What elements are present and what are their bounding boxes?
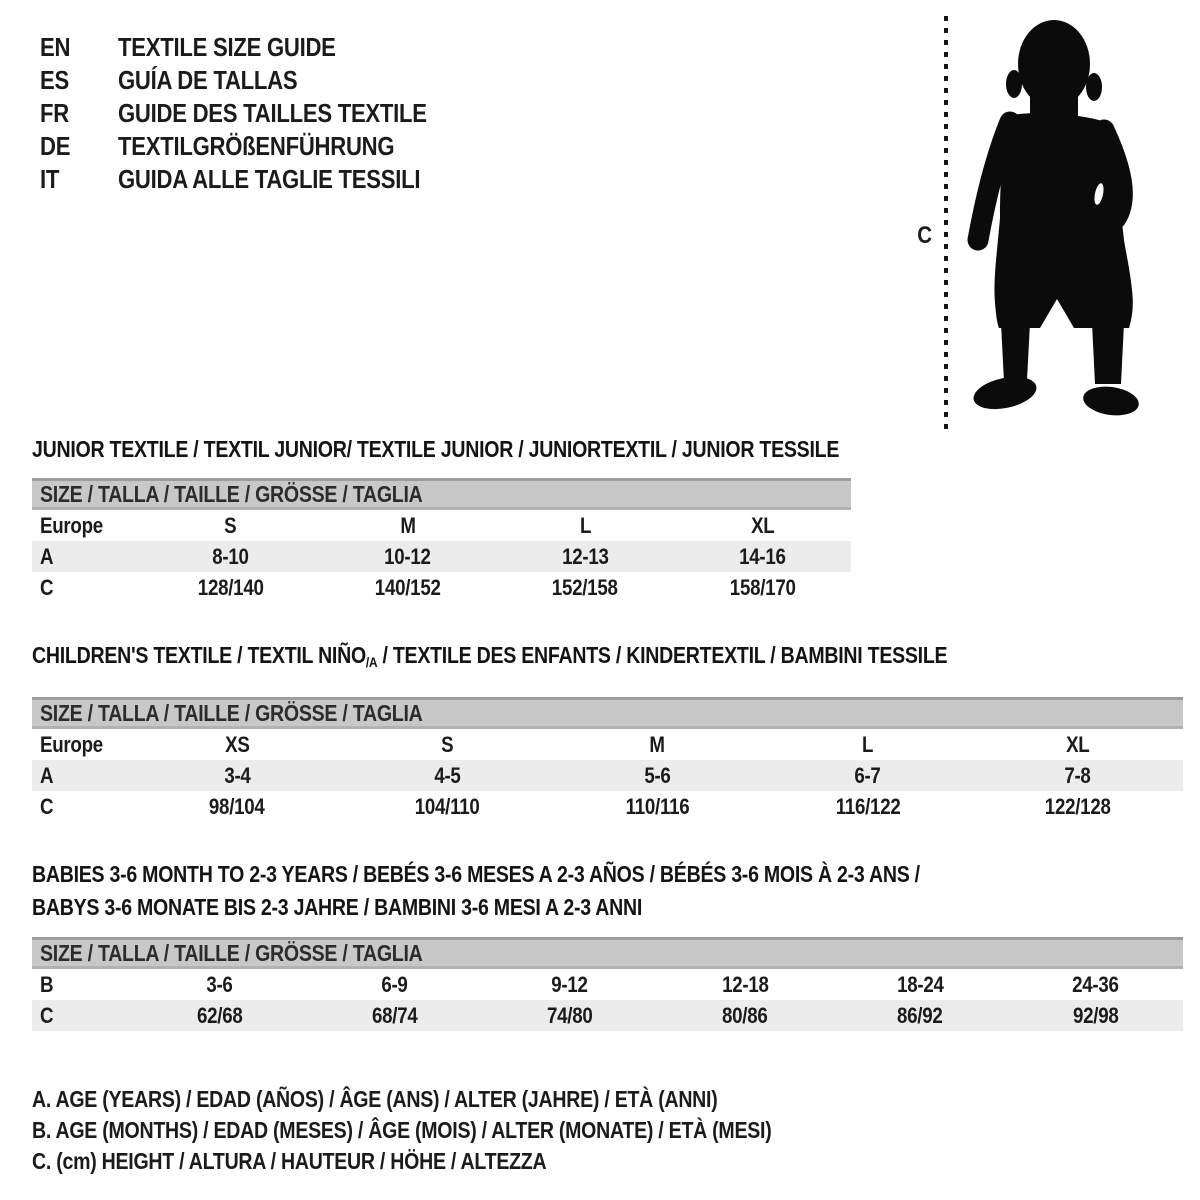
language-guide-title: GUÍA DE TALLAS (118, 65, 298, 95)
legend-line-c: C. (cm) HEIGHT / ALTURA / HAUTEUR / HÖHE / ALTEZZA (32, 1148, 547, 1174)
babies-height-row: C 62/68 68/74 74/80 80/86 86/92 92/98 (32, 1000, 1183, 1031)
toddler-silhouette-figure (966, 18, 1141, 418)
language-code: FR (40, 98, 69, 128)
junior-age-row: A 8-10 10-12 12-13 14-16 (32, 541, 851, 572)
junior-section-title: JUNIOR TEXTILE / TEXTIL JUNIOR/ TEXTILE JUNIOR / JUNIORTEXTIL / JUNIOR TESSILE (32, 436, 840, 462)
language-code: DE (40, 131, 71, 161)
legend-line-b: B. AGE (MONTHS) / EDAD (MESES) / ÂGE (MOIS) / ALTER (MONATE) / ETÀ (MESI) (32, 1117, 772, 1143)
size-header-label: SIZE / TALLA / TAILLE / GRÖSSE / TAGLIA (40, 699, 423, 726)
size-header-label: SIZE / TALLA / TAILLE / GRÖSSE / TAGLIA (40, 480, 423, 507)
junior-europe-row: Europe S M L XL (40, 512, 775, 538)
children-age-row: A 3-4 4-5 5-6 6-7 7-8 (32, 760, 1183, 791)
children-size-table (32, 697, 1183, 822)
language-guide-title: TEXTILGRÖßENFÜHRUNG (118, 131, 395, 161)
children-section-title: CHILDREN'S TEXTILE / TEXTIL $NIÑO_{/A}$ / TEXTILE DES ENFANTS / KINDERTEXTIL / BAMBINI TESSILE (32, 642, 948, 670)
children-height-row: C 98/104 104/110 110/116 116/122 122/128 (40, 793, 1111, 819)
size-guide-content (32, 436, 1183, 1177)
babies-size-header-band (32, 937, 1183, 969)
babies-size-table (32, 937, 1183, 1031)
babies-section-title: BABIES 3-6 MONTH TO 2-3 YEARS / BEBÉS 3-6 MESES A 2-3 AÑOS / BÉBÉS 3-6 MOIS À 2-3 ANS / BABYS 3-6 MONATE BIS 2-3 JAHRE / BAMBINI 3-6 MESI A 2-3 ANNI (32, 861, 920, 920)
language-guide-title: GUIDA ALLE TAGLIE TESSILI (118, 164, 421, 194)
height-measure-label: C (917, 222, 932, 249)
junior-size-table (32, 478, 851, 603)
language-code: IT (40, 164, 60, 194)
language-code: EN (40, 32, 71, 62)
nino-a-subscript: /A (365, 654, 378, 670)
language-code: ES (40, 65, 69, 95)
babies-months-row: B 3-6 6-9 9-12 12-18 18-24 24-36 (40, 971, 1119, 997)
children-europe-row: Europe XS S M L XL (40, 731, 1090, 757)
height-dashed-line (942, 16, 950, 434)
legend-line-a: A. AGE (YEARS) / EDAD (AÑOS) / ÂGE (ANS) / ALTER (JAHRE) / ETÀ (ANNI) (32, 1086, 718, 1112)
language-guide-title: GUIDE DES TAILLES TEXTILE (118, 98, 427, 128)
size-header-label: SIZE / TALLA / TAILLE / GRÖSSE / TAGLIA (40, 939, 423, 966)
height-measurement-figure (898, 10, 1160, 430)
junior-size-header-band (32, 478, 851, 510)
language-guide-title: TEXTILE SIZE GUIDE (118, 32, 336, 62)
children-size-header-band (32, 697, 1183, 729)
junior-height-row: C 128/140 140/152 152/158 158/170 (40, 574, 796, 600)
measurement-legend (32, 1084, 1183, 1177)
